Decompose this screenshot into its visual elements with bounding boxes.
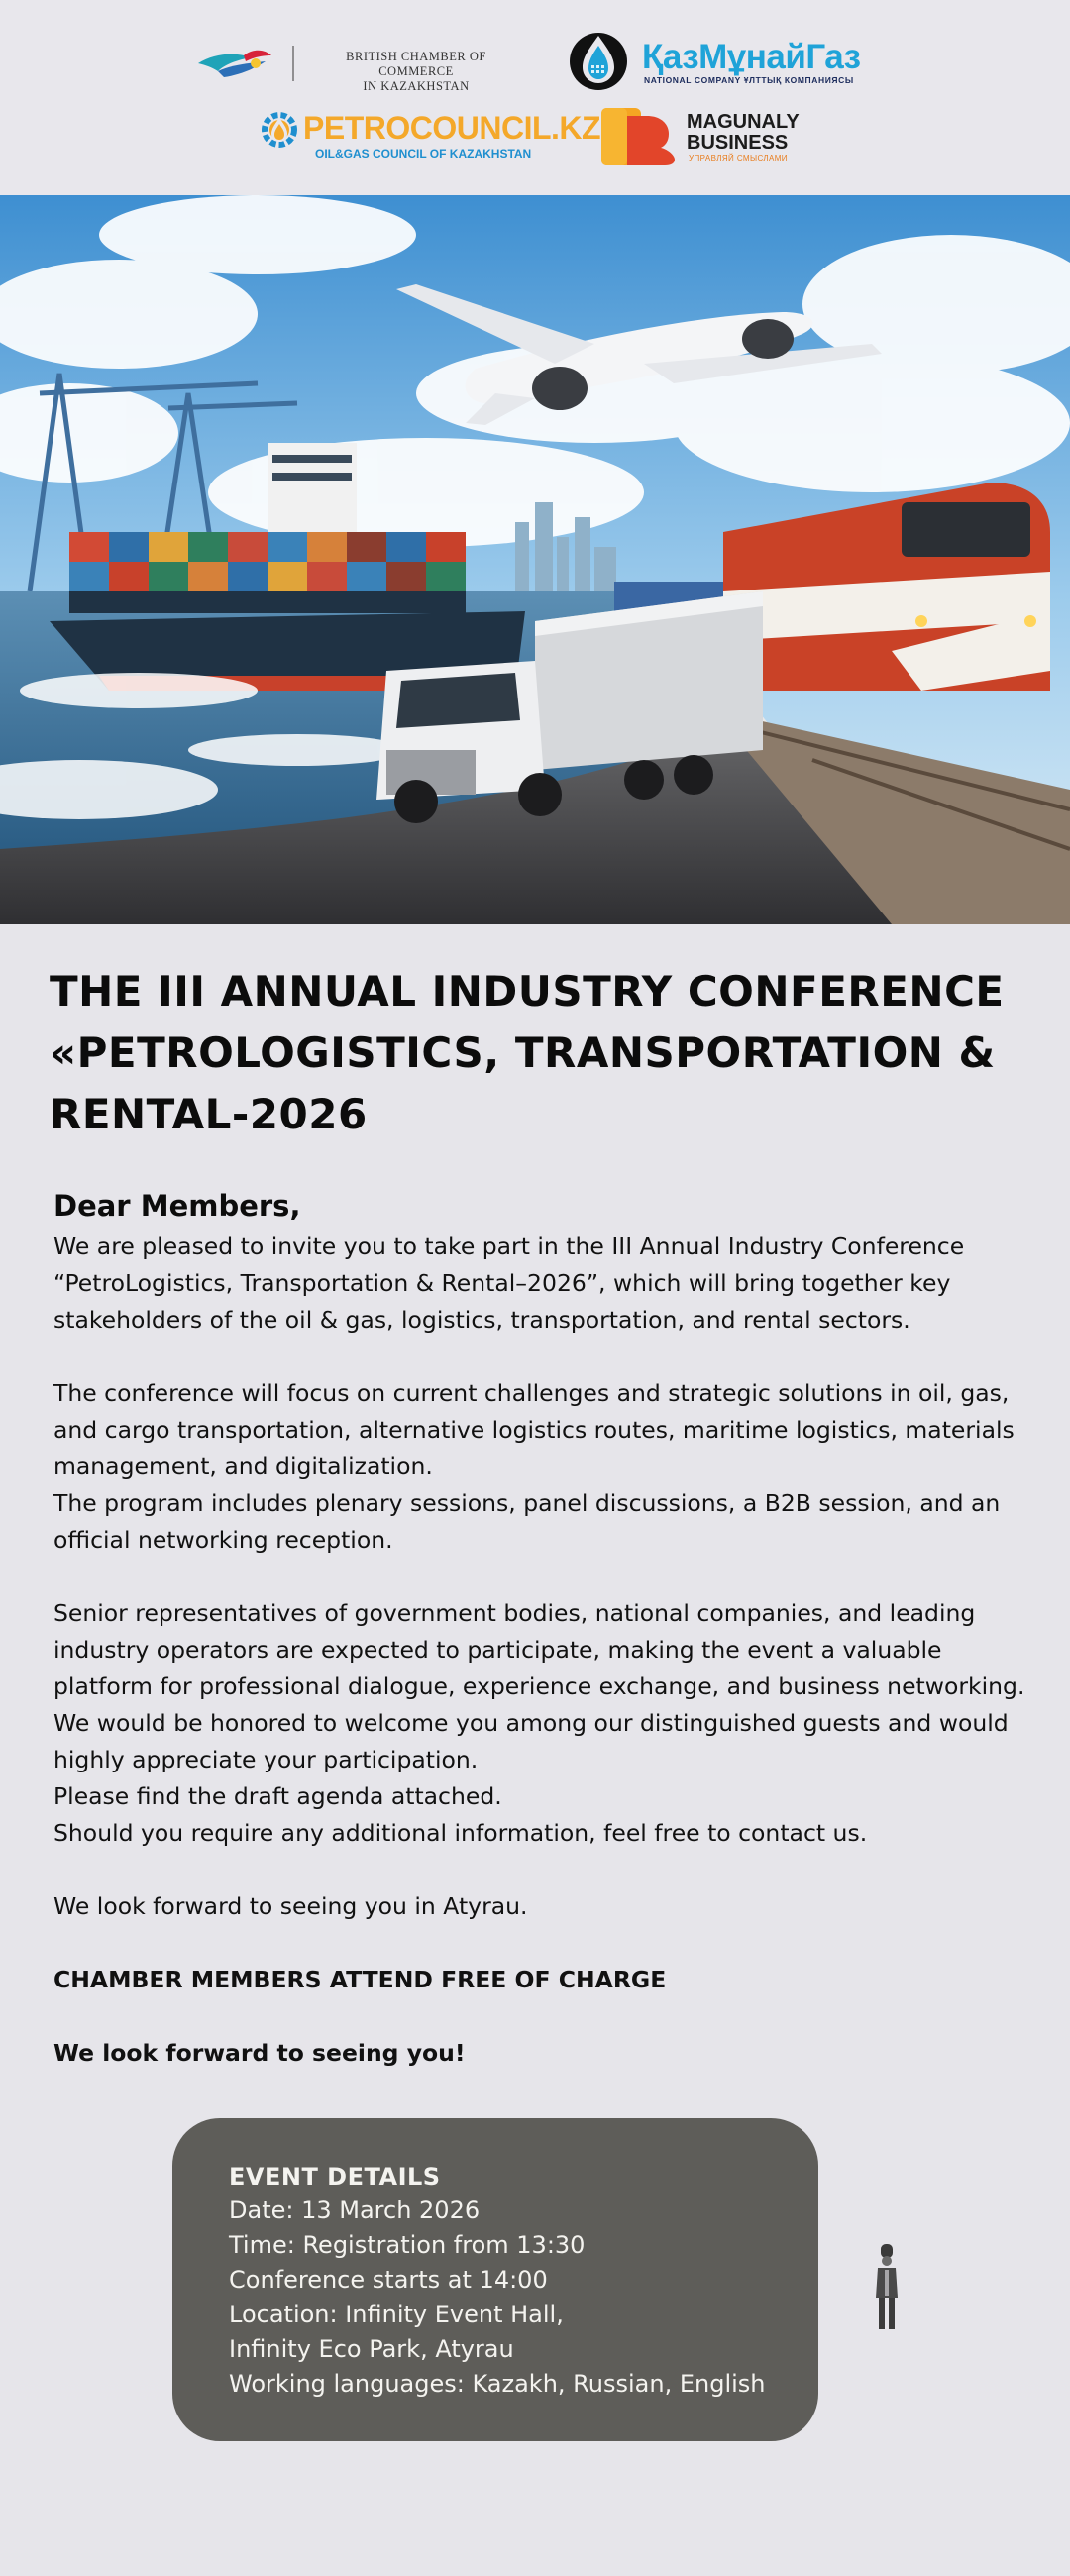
event-time: Time: Registration from 13:30 bbox=[229, 2231, 586, 2259]
petrocouncil-brand-subtitle: OIL&GAS COUNCIL OF KAZAKHSTAN bbox=[315, 147, 532, 161]
magunaly-name-line2: BUSINESS bbox=[687, 132, 789, 154]
event-location-line2: Infinity Eco Park, Atyrau bbox=[229, 2335, 514, 2363]
petrocouncil-brand-name: PETROCOUNCIL.KZ bbox=[303, 110, 601, 146]
kmg-brand-name: ҚазМұнайГаз bbox=[642, 38, 861, 76]
event-date: Date: 13 March 2026 bbox=[229, 2197, 481, 2224]
petrocouncil-logo bbox=[258, 104, 601, 165]
logistics-scene-illustration bbox=[0, 195, 1070, 924]
bcc-emblem-icon bbox=[196, 42, 295, 85]
paragraph-participants: Senior representatives of government bodies, national companies, and leading industry operators are expected to participate, making the event a valuable platform for professional dialogue, experience exchange, and business networking. bbox=[54, 1599, 1025, 1700]
paragraph-contact: Should you require any additional information, feel free to contact us. bbox=[54, 1819, 868, 1847]
event-details-card bbox=[172, 2118, 818, 2441]
paragraph-invitation: We are pleased to invite you to take part in the III Annual Industry Conference “PetroLogistics, Transportation & Rental–2026”, which will bring together key stakeholders of the oil & gas, logistics, transportation, and rental sectors. bbox=[54, 1233, 965, 1334]
event-start: Conference starts at 14:00 bbox=[229, 2266, 548, 2294]
paragraph-atyrau: We look forward to seeing you in Atyrau. bbox=[54, 1892, 528, 1920]
kazmunaygas-logo bbox=[565, 24, 882, 93]
title-line-3: RENTAL-2026 bbox=[50, 1090, 368, 1138]
free-of-charge-notice: CHAMBER MEMBERS ATTEND FREE OF CHARGE bbox=[54, 1966, 667, 1993]
paragraph-honored: We would be honored to welcome you among our distinguished guests and would highly appreciate your participation. bbox=[54, 1709, 1009, 1773]
paragraph-focus: The conference will focus on current challenges and strategic solutions in oil, gas, and cargo transportation, alternative logistics routes, maritime logistics, materials management, and digitalization. bbox=[54, 1379, 1015, 1480]
event-details-heading: EVENT DETAILS bbox=[229, 2163, 441, 2191]
conference-title bbox=[50, 961, 1040, 1145]
bcc-name-line1: BRITISH CHAMBER OF COMMERCE bbox=[346, 50, 486, 78]
paragraph-agenda: Please find the draft agenda attached. bbox=[54, 1782, 502, 1810]
bcc-name-line2: IN KAZAKHSTAN bbox=[363, 79, 470, 93]
closing-line: We look forward to seeing you! bbox=[54, 2039, 466, 2067]
magunaly-tagline: УПРАВЛЯЙ СМЫСЛАМИ bbox=[689, 154, 788, 162]
greeting: Dear Members, bbox=[54, 1189, 301, 1223]
kmg-drop-emblem-icon bbox=[565, 24, 634, 93]
kmg-brand-subtitle: NATIONAL COMPANY ҰЛТТЫҚ КОМПАНИЯСЫ bbox=[644, 75, 854, 85]
royal-guard-figure-icon bbox=[872, 2244, 902, 2331]
event-location-line1: Location: Infinity Event Hall, bbox=[229, 2301, 564, 2328]
letter-body bbox=[54, 1229, 1044, 2072]
hero-logistics-image bbox=[0, 195, 1070, 924]
magunaly-name-line1: MAGUNALY bbox=[687, 111, 800, 133]
title-line-1: THE III ANNUAL INDUSTRY CONFERENCE bbox=[50, 967, 1005, 1016]
british-chamber-logo bbox=[196, 42, 523, 93]
magunaly-mark-icon bbox=[599, 104, 679, 167]
event-languages: Working languages: Kazakh, Russian, English bbox=[229, 2370, 766, 2398]
petrocouncil-gear-icon bbox=[258, 104, 305, 160]
partner-logos-header bbox=[0, 0, 1070, 195]
magunaly-business-logo bbox=[599, 104, 837, 169]
paragraph-program: The program includes plenary sessions, panel discussions, a B2B session, and an official networking reception. bbox=[54, 1489, 1001, 1554]
title-line-2: «PETROLOGISTICS, TRANSPORTATION & bbox=[50, 1028, 996, 1077]
